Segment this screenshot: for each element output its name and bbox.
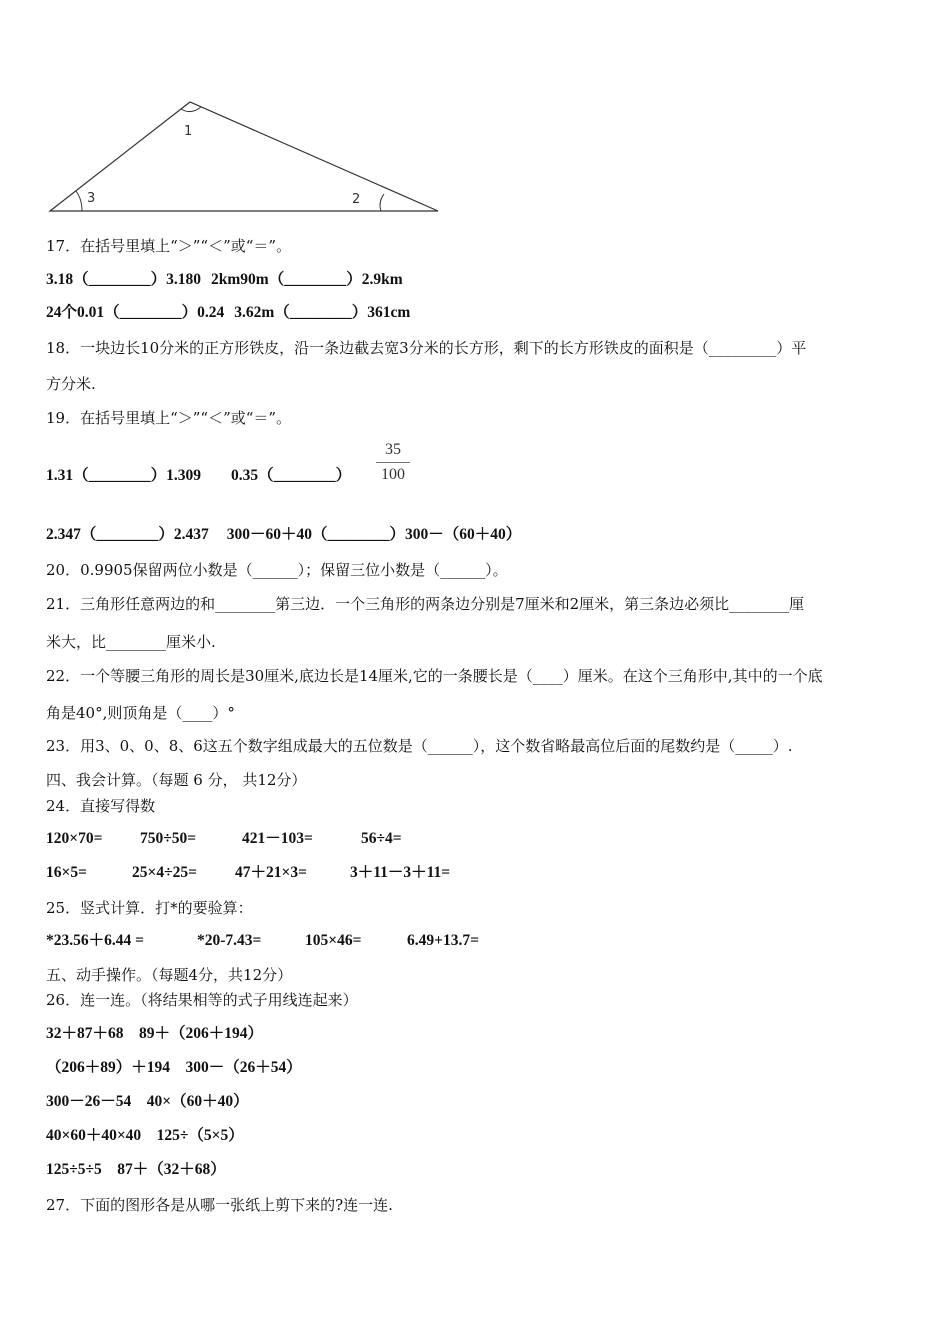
q24-problem: 421－103= <box>242 830 313 847</box>
triangle-outline <box>50 102 438 211</box>
q25-problem: *23.56＋6.44 = <box>46 932 144 949</box>
q20-text: 20．0.9905保留两位小数是（______）；保留三位小数是（______）。 <box>46 561 508 579</box>
q21-line2: 米大，比________厘米小. <box>46 633 216 651</box>
angle-label-1: 1 <box>184 124 193 139</box>
q24-problem: 3＋11－3＋11= <box>350 864 451 881</box>
q24-problem: 750÷50= <box>140 830 197 847</box>
q19-line2 <box>46 525 521 545</box>
q17-item-c: 24个0.01（________）0.24 <box>46 304 225 321</box>
q27-title: 27．下面的图形各是从哪一张纸上剪下来的?连一连. <box>46 1196 393 1214</box>
q18-line1: 18．一块边长10分米的正方形铁皮，沿一条边截去宽3分米的长方形，剩下的长方形铁皮的面积是（_________）平 <box>46 339 807 357</box>
triangle-figure <box>40 95 450 220</box>
angle-arc-1 <box>181 107 201 112</box>
fraction-denominator: 100 <box>381 466 405 483</box>
q22-line1: 22．一个等腰三角形的周长是30厘米,底边长是14厘米,它的一条腰长是（____）厘米。在这个三角形中,其中的一个底 <box>46 667 823 685</box>
q26-row: 125÷5÷5 87＋（32＋68） <box>46 1161 226 1178</box>
q23-text: 23．用3、0、0、8、6这五个数字组成最大的五位数是（______），这个数省略最高位后面的尾数约是（_____）. <box>46 737 793 755</box>
q19-item-d: 300－60＋40（________）300－（60＋40） <box>226 526 522 543</box>
q26-row: 300－26－54 40×（60＋40） <box>46 1093 249 1110</box>
section5-title: 五、动手操作。（每题4分，共12分） <box>46 966 293 984</box>
angle-arc-3 <box>76 191 82 211</box>
q24-problem: 120×70= <box>46 830 103 847</box>
q17-line1 <box>46 270 403 290</box>
q19-item-a: 1.31（________）1.309 <box>46 467 202 484</box>
q22-line2: 角是40°,则顶角是（____）° <box>46 704 235 722</box>
q18-line2: 方分米. <box>46 375 96 393</box>
q26-row: （206＋89）＋194 300－（26＋54） <box>46 1059 302 1076</box>
q25-problem: *20-7.43= <box>197 932 262 949</box>
angle-label-2: 2 <box>352 192 361 207</box>
q24-problem: 16×5= <box>46 864 87 881</box>
fraction-35-100 <box>376 440 410 485</box>
q24-problem: 25×4÷25= <box>132 864 197 881</box>
q19-item-b: 0.35（________） <box>231 467 352 484</box>
fraction-numerator: 35 <box>385 441 401 458</box>
q26-row: 40×60＋40×40 125÷（5×5） <box>46 1127 244 1144</box>
q26-title: 26．连一连。（将结果相等的式子用线连起来） <box>46 991 358 1009</box>
q17-title: 17．在括号里填上“＞”“＜”或“＝”。 <box>46 237 292 255</box>
q25-title: 25．竖式计算．打*的要验算： <box>46 899 253 917</box>
q25-problem: 105×46= <box>305 932 362 949</box>
fraction-bar <box>376 462 410 463</box>
q17-item-b: 2km90m（________）2.9km <box>211 271 403 288</box>
q17-item-a: 3.18（________）3.180 <box>46 271 202 288</box>
q19-line1 <box>46 466 351 486</box>
angle-arc-2 <box>380 194 384 211</box>
q19-title: 19．在括号里填上“＞”“＜”或“＝”。 <box>46 409 292 427</box>
q17-item-d: 3.62m（________）361cm <box>234 304 411 321</box>
q24-problem: 47＋21×3= <box>235 864 307 881</box>
section4-title: 四、我会计算。（每题 6 分， 共12分） <box>46 771 307 789</box>
q24-title: 24．直接写得数 <box>46 797 156 815</box>
q19-item-c: 2.347（________）2.437 <box>46 526 209 543</box>
q26-row: 32＋87＋68 89＋（206＋194） <box>46 1025 264 1042</box>
q25-problem: 6.49+13.7= <box>407 932 479 949</box>
q21-line1: 21．三角形任意两边的和________第三边．一个三角形的两条边分别是7厘米和2厘米，第三条边必须比________厘 <box>46 595 805 613</box>
q17-line2 <box>46 303 410 323</box>
angle-label-3: 3 <box>87 191 96 206</box>
q24-problem: 56÷4= <box>361 830 402 847</box>
